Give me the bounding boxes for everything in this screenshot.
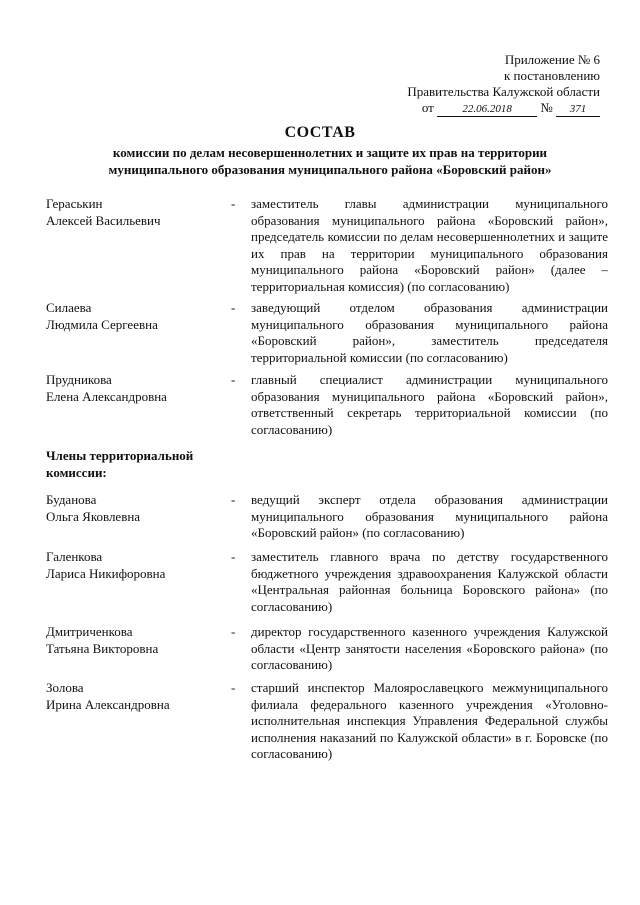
member-surname: Галенкова (46, 549, 103, 564)
page-subtitle (60, 144, 600, 178)
member-name (46, 300, 221, 333)
resolution-date: 22.06.2018 (437, 103, 537, 117)
member-name (46, 196, 221, 229)
member-name (46, 492, 221, 525)
member-surname: Буданова (46, 492, 97, 507)
appendix-resolution: к постановлению (503, 68, 600, 83)
member-role: старший инспектор Малоярославецкого межмуниципального филиала федерального казенного учреждения «Уголовно-исполнительная инспекция Управления Федеральной службы исполнения наказаний по Калужской области» в г. Боровске (по согласованию) (251, 680, 608, 761)
appendix-number: Приложение № 6 (504, 52, 600, 67)
member-surname: Дмитриченкова (46, 624, 133, 639)
member-role: ведущий эксперт отдела образования администрации муниципального образования муниципального района «Боровский район» (по согласованию) (251, 492, 608, 540)
member-role: директор государственного казенного учреждения Калужской области «Центр занятости населения «Боровского района» (по согласованию) (251, 624, 608, 672)
member-given-name: Лариса Никифоровна (46, 565, 166, 581)
dash-separator: - (231, 196, 236, 211)
member-name (46, 549, 221, 582)
member-given-name: Ирина Александровна (46, 696, 170, 712)
appendix-date-line (407, 100, 600, 117)
member-role: заместитель главного врача по детству государственного бюджетного учреждения здравоохранения Калужской области «Центральная районная больница Боровского района» (по согласованию) (251, 549, 608, 614)
appendix-header (407, 52, 600, 117)
page-title: СОСТАВ (284, 124, 356, 141)
member-given-name: Людмила Сергеевна (46, 316, 158, 332)
member-given-name: Елена Александровна (46, 388, 167, 404)
member-given-name: Татьяна Викторовна (46, 640, 159, 656)
member-given-name: Ольга Яковлевна (46, 508, 141, 524)
member-surname: Прудникова (46, 372, 112, 387)
members-heading-line: комиссии: (46, 465, 107, 480)
members-heading (46, 447, 193, 481)
member-surname: Золова (46, 680, 84, 695)
dash-separator: - (231, 300, 236, 315)
from-label: от (421, 100, 434, 115)
member-surname: Силаева (46, 300, 92, 315)
member-role: заведующий отделом образования администрации муниципального образования муниципального района «Боровский район», заместитель председателя территориальной комиссии (по согласованию) (251, 300, 608, 365)
resolution-number: 371 (556, 103, 600, 117)
dash-separator: - (231, 372, 236, 387)
member-role: заместитель главы администрации муниципального образования муниципального района «Боровский район», председатель комиссии по делам несовершеннолетних и защите их прав на территории муниципального образования муниципального района «Боровский район» (далее – территориальная комиссия) (по согласованию) (251, 196, 608, 294)
appendix-government: Правительства Калужской области (407, 84, 600, 99)
dash-separator: - (231, 492, 236, 507)
number-label: № (540, 100, 553, 115)
member-given-name: Алексей Васильевич (46, 212, 161, 228)
dash-separator: - (231, 624, 236, 639)
member-name (46, 624, 221, 657)
subtitle-line: муниципального образования муниципального района «Боровский район» (108, 162, 552, 177)
subtitle-line: комиссии по делам несовершеннолетних и защите их прав на территории (112, 145, 548, 160)
dash-separator: - (231, 549, 236, 564)
member-surname: Гераськин (46, 196, 103, 211)
member-role: главный специалист администрации муниципального образования муниципального района «Боровский район», ответственный секретарь территориальной комиссии (по согласованию) (251, 372, 608, 437)
members-heading-line: Члены территориальной (46, 448, 194, 463)
member-name (46, 372, 221, 405)
dash-separator: - (231, 680, 236, 695)
member-name (46, 680, 221, 713)
